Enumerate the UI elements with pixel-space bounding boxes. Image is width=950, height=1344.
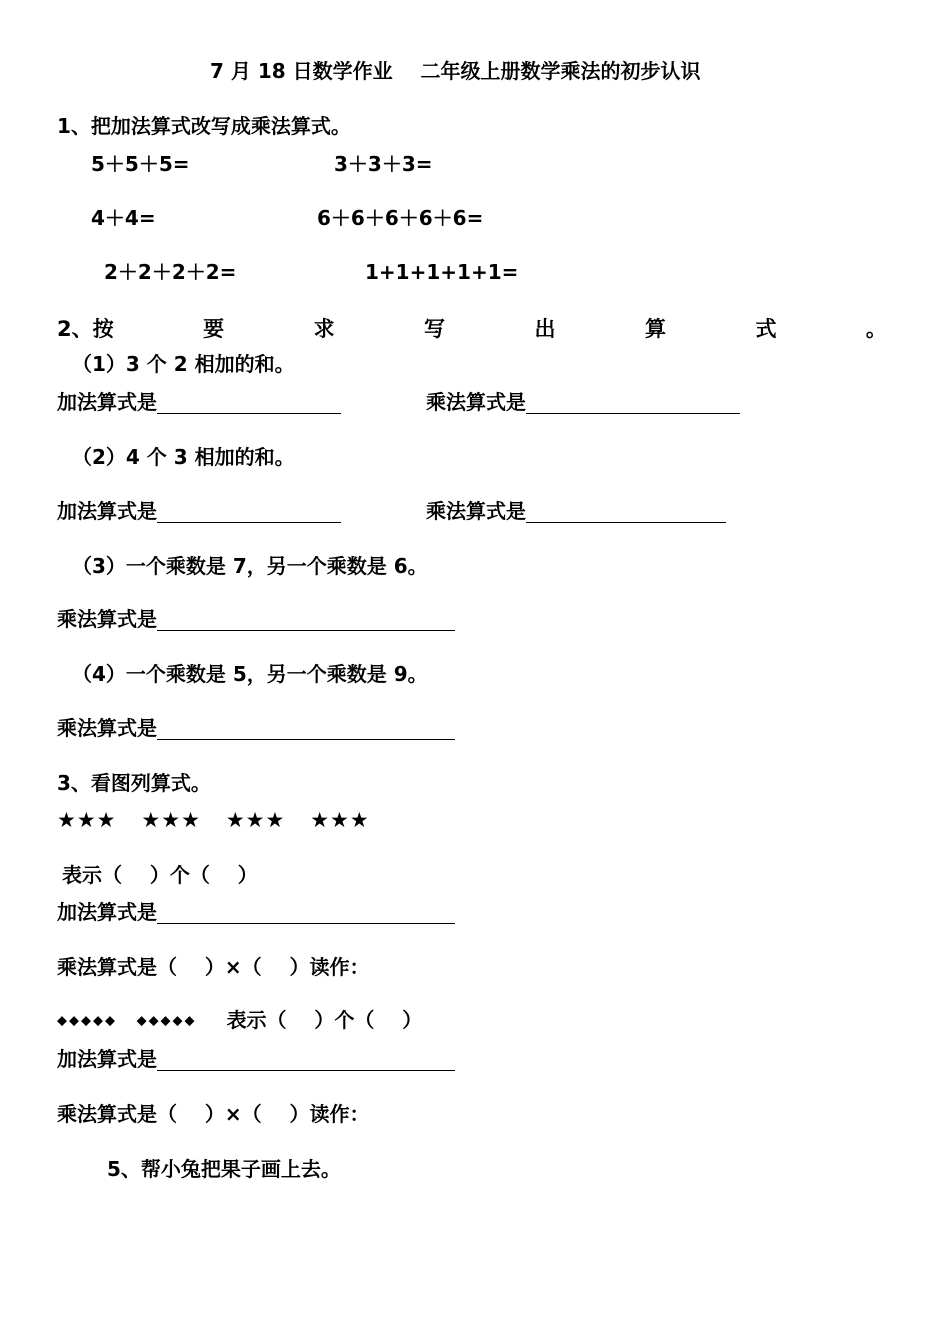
q2-p1-add-row bbox=[57, 390, 341, 414]
q2-part-1: （1）3 个 2 相加的和。 bbox=[72, 352, 295, 376]
q2-p3-mul-row bbox=[57, 607, 455, 631]
q2-heading-char: 要 bbox=[203, 317, 225, 341]
q2-part-3: （3）一个乘数是 7，另一个乘数是 6。 bbox=[72, 554, 428, 578]
q2-heading-char: 算 bbox=[644, 317, 666, 341]
q1-item-2: 3＋3＋3= bbox=[334, 152, 433, 176]
q1-item-5: 2＋2＋2＋2= bbox=[104, 260, 237, 284]
q2-part-2: （2）4 个 3 相加的和。 bbox=[72, 445, 295, 469]
q2-heading-char: 2、按 bbox=[57, 317, 114, 341]
answer-blank[interactable] bbox=[157, 719, 455, 740]
q2-heading-char: 。 bbox=[865, 317, 887, 341]
q2-heading-char: 式 bbox=[755, 317, 777, 341]
q3-add-row bbox=[57, 900, 455, 924]
q3-represent: 表示（ ）个（ ） bbox=[62, 863, 258, 887]
mul-label: 乘法算式是 bbox=[426, 499, 526, 523]
q2-p1-mul-row bbox=[426, 390, 740, 414]
q1-item-4: 6＋6＋6＋6＋6= bbox=[317, 206, 484, 230]
answer-blank[interactable] bbox=[157, 610, 455, 631]
q2-heading-char: 写 bbox=[424, 317, 446, 341]
add-label: 加法算式是 bbox=[57, 390, 157, 414]
q2-p2-add-row bbox=[57, 499, 341, 523]
add-label: 加法算式是 bbox=[57, 900, 157, 924]
q3-add-row-2 bbox=[57, 1047, 455, 1071]
q2-heading-char: 求 bbox=[313, 317, 335, 341]
answer-blank[interactable] bbox=[157, 393, 341, 414]
answer-blank[interactable] bbox=[526, 393, 740, 414]
q1-item-1: 5＋5＋5= bbox=[91, 152, 190, 176]
q3-mul-line-2: 乘法算式是（ ）×（ ）读作： bbox=[57, 1102, 370, 1126]
q3-mul-line: 乘法算式是（ ）×（ ）读作： bbox=[57, 955, 370, 979]
q3-represent-2: 表示（ ）个（ ） bbox=[226, 1008, 423, 1032]
q1-heading: 1、把加法算式改写成乘法算式。 bbox=[57, 114, 351, 138]
mul-label: 乘法算式是 bbox=[57, 607, 157, 631]
q2-heading bbox=[57, 313, 887, 343]
q3-diamond-row bbox=[57, 1008, 422, 1034]
q2-p4-mul-row bbox=[57, 716, 455, 740]
mul-label: 乘法算式是 bbox=[426, 390, 526, 414]
star-group-icons: ★★★ ★★★ ★★★ ★★★ bbox=[57, 808, 370, 832]
q2-p2-mul-row bbox=[426, 499, 726, 523]
diamond-group-icons: ◆◆◆◆◆ ◆◆◆◆◆ bbox=[57, 1013, 197, 1029]
q2-heading-char: 出 bbox=[534, 317, 556, 341]
q2-part-4: （4）一个乘数是 5，另一个乘数是 9。 bbox=[72, 662, 428, 686]
q3-heading: 3、看图列算式。 bbox=[57, 771, 211, 795]
add-label: 加法算式是 bbox=[57, 1047, 157, 1071]
q1-item-6: 1+1+1+1+1= bbox=[365, 260, 519, 284]
q1-item-3: 4＋4= bbox=[91, 206, 156, 230]
answer-blank[interactable] bbox=[157, 1050, 455, 1071]
answer-blank[interactable] bbox=[526, 502, 726, 523]
answer-blank[interactable] bbox=[157, 903, 455, 924]
add-label: 加法算式是 bbox=[57, 499, 157, 523]
q5-heading: 5、帮小兔把果子画上去。 bbox=[107, 1157, 341, 1181]
answer-blank[interactable] bbox=[157, 502, 341, 523]
mul-label: 乘法算式是 bbox=[57, 716, 157, 740]
page-title: 7 月 18 日数学作业 二年级上册数学乘法的初步认识 bbox=[210, 59, 701, 83]
